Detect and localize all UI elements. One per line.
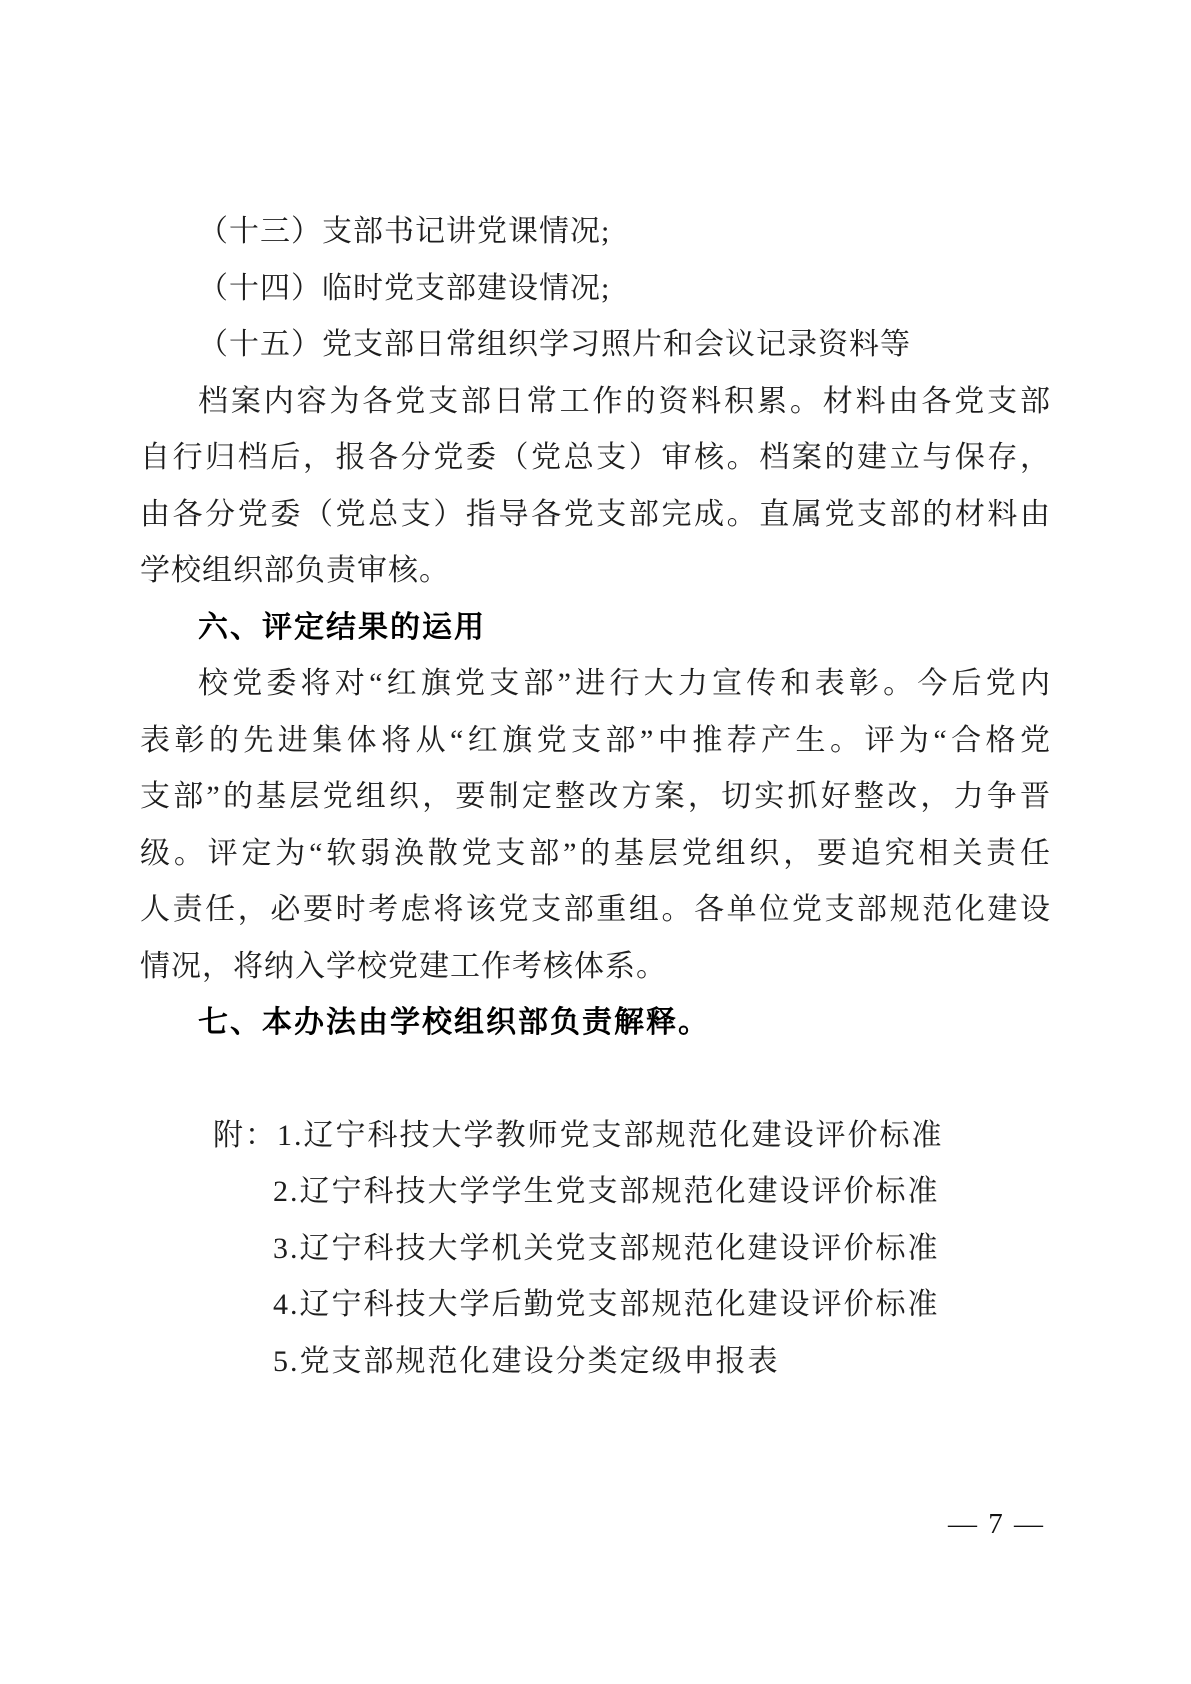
section-heading-seven: 七、本办法由学校组织部负责解释。 [198,1006,710,1039]
attachment-item: 5.党支部规范化建设分类定级申报表 [273,1344,780,1378]
paragraph-line: 档案内容为各党支部日常工作的资料积累。材料由各党支部 [198,384,1051,418]
paragraph-line: 校党委将对“红旗党支部”进行大力宣传和表彰。今后党内 [198,667,1051,700]
attachment-item: 3.辽宁科技大学机关党支部规范化建设评价标准 [273,1231,940,1265]
list-item-14: （十四）临时党支部建设情况; [198,271,611,305]
attachment-item: 4.辽宁科技大学后勤党支部规范化建设评价标准 [273,1288,940,1321]
list-item-15: （十五）党支部日常组织学习照片和会议记录资料等 [198,328,911,361]
list-item-13: （十三）支部书记讲党课情况; [198,215,611,248]
paragraph-usage [140,656,1051,995]
paragraph-line: 由各分党委（党总支）指导各党支部完成。直属党支部的材料由 [140,497,1051,531]
paragraph-line: 级。评定为“软弱涣散党支部”的基层党组织，要追究相关责任 [140,836,1051,870]
paragraph-line: 人责任，必要时考虑将该党支部重组。各单位党支部规范化建设 [140,893,1051,926]
paragraph-line: 自行归档后，报各分党委（党总支）审核。档案的建立与保存， [140,441,1051,474]
paragraph-line: 情况，将纳入学校党建工作考核体系。 [140,949,667,983]
paragraph-archive [140,374,1051,600]
attachment-item: 附：1.辽宁科技大学教师党支部规范化建设评价标准 [213,1118,944,1152]
attachments-list [140,1108,1051,1391]
document-body [140,204,1051,1390]
paragraph-line: 学校组织部负责审核。 [140,554,450,587]
paragraph-line: 表彰的先进集体将从“红旗党支部”中推荐产生。评为“合格党 [140,723,1051,757]
paragraph-line: 支部”的基层党组织，要制定整改方案，切实抓好整改，力争晋 [140,780,1051,813]
page-number: — 7 — [948,1508,1045,1540]
section-heading-six: 六、评定结果的运用 [198,610,486,644]
attachment-item: 2.辽宁科技大学学生党支部规范化建设评价标准 [273,1175,940,1208]
